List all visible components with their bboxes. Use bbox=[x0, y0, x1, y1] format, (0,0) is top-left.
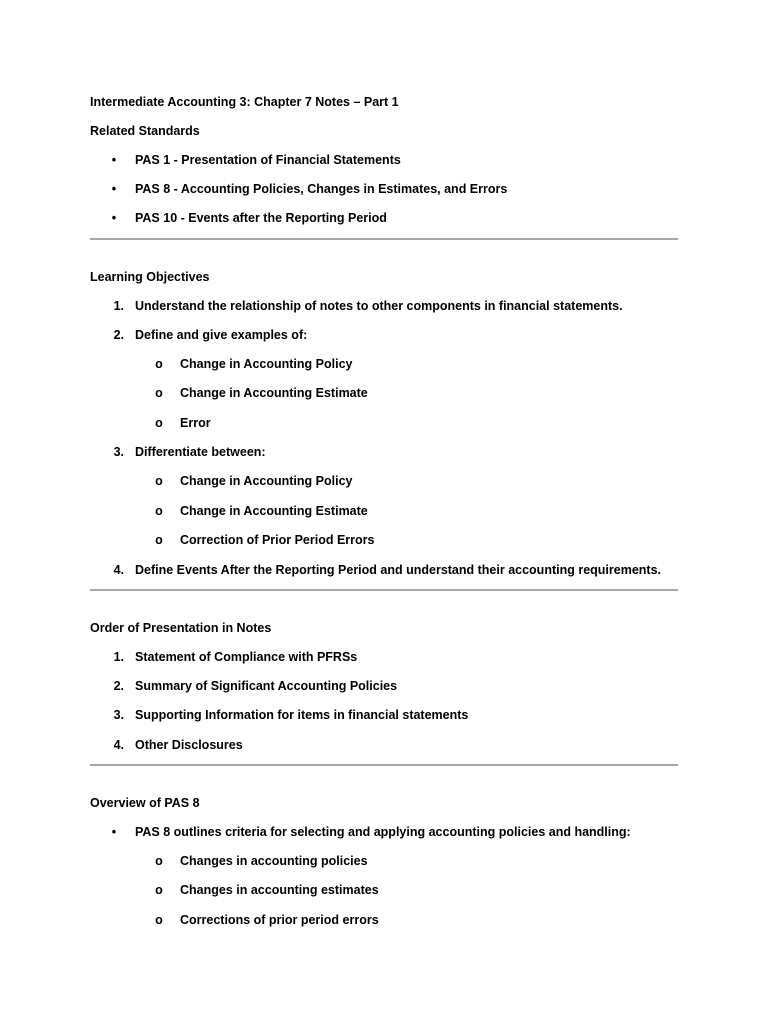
list-item: Other Disclosures bbox=[135, 738, 243, 752]
sub-list-item: Error bbox=[180, 416, 211, 430]
horizontal-rule bbox=[90, 238, 678, 240]
section-heading-overview-pas8: Overview of PAS 8 bbox=[90, 796, 200, 810]
list-number: 4. bbox=[113, 563, 124, 577]
list-number: 2. bbox=[113, 679, 124, 693]
sub-list-item: Changes in accounting policies bbox=[180, 854, 368, 868]
list-number: 2. bbox=[113, 328, 124, 342]
sub-bullet-marker: o bbox=[155, 504, 163, 518]
sub-bullet-marker: o bbox=[155, 854, 163, 868]
list-item: Summary of Significant Accounting Policies bbox=[135, 679, 398, 693]
sub-list-item: Changes in accounting estimates bbox=[180, 883, 379, 897]
sub-bullet-marker: o bbox=[155, 386, 163, 400]
bullet-marker: • bbox=[111, 211, 117, 225]
sub-list-item: Corrections of prior period errors bbox=[180, 913, 379, 927]
sub-bullet-marker: o bbox=[155, 913, 163, 927]
list-item: PAS 8 - Accounting Policies, Changes in Estimates, and Errors bbox=[135, 182, 508, 196]
sub-list-item: Correction of Prior Period Errors bbox=[180, 533, 375, 547]
document-title: Intermediate Accounting 3: Chapter 7 Notes – Part 1 bbox=[90, 95, 399, 109]
sub-list-item: Change in Accounting Policy bbox=[180, 357, 353, 371]
sub-list-item: Change in Accounting Estimate bbox=[180, 386, 368, 400]
list-number: 3. bbox=[113, 708, 124, 722]
section-heading-related-standards: Related Standards bbox=[90, 124, 200, 138]
sub-bullet-marker: o bbox=[155, 474, 163, 488]
sub-list-item: Change in Accounting Estimate bbox=[180, 504, 368, 518]
list-item: PAS 8 outlines criteria for selecting and applying accounting policies and handling: bbox=[135, 825, 631, 839]
list-number: 1. bbox=[113, 650, 124, 664]
sub-bullet-marker: o bbox=[155, 883, 163, 897]
list-number: 3. bbox=[113, 445, 124, 459]
bullet-marker: • bbox=[111, 153, 117, 167]
section-heading-learning-objectives: Learning Objectives bbox=[90, 270, 210, 284]
list-item: Supporting Information for items in financial statements bbox=[135, 708, 469, 722]
horizontal-rule bbox=[90, 589, 678, 591]
sub-bullet-marker: o bbox=[155, 533, 163, 547]
list-item: PAS 10 - Events after the Reporting Period bbox=[135, 211, 387, 225]
list-number: 4. bbox=[113, 738, 124, 752]
list-number: 1. bbox=[113, 299, 124, 313]
sub-bullet-marker: o bbox=[155, 357, 163, 371]
bullet-marker: • bbox=[111, 182, 117, 196]
list-item: Statement of Compliance with PFRSs bbox=[135, 650, 358, 664]
section-heading-order-of-presentation: Order of Presentation in Notes bbox=[90, 621, 272, 635]
list-item: Differentiate between: bbox=[135, 445, 266, 459]
list-item: Define and give examples of: bbox=[135, 328, 308, 342]
sub-list-item: Change in Accounting Policy bbox=[180, 474, 353, 488]
bullet-marker: • bbox=[111, 825, 117, 839]
list-item: Define Events After the Reporting Period and understand their accounting requirements. bbox=[135, 563, 662, 577]
list-item: PAS 1 - Presentation of Financial Statements bbox=[135, 153, 401, 167]
list-item: Understand the relationship of notes to other components in financial statements. bbox=[135, 299, 623, 313]
horizontal-rule bbox=[90, 764, 678, 766]
sub-bullet-marker: o bbox=[155, 416, 163, 430]
